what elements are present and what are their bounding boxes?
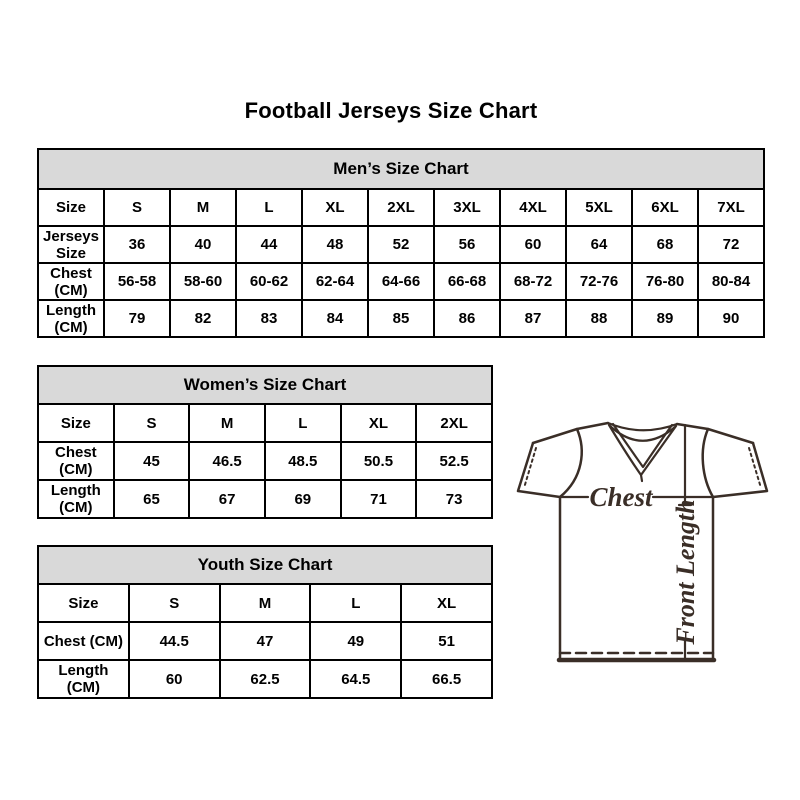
value-cell: M [170,189,236,226]
chest-label: Chest [589,482,653,512]
row-label-cell: Length (CM) [38,300,104,337]
value-cell: 88 [566,300,632,337]
value-cell: 80-84 [698,263,764,300]
value-cell: 7XL [698,189,764,226]
value-cell: S [104,189,170,226]
value-cell: 86 [434,300,500,337]
value-cell: 68-72 [500,263,566,300]
jersey-left-sleeve [518,443,560,497]
front-length-label: Front Length [671,499,700,645]
value-cell: 52 [368,226,434,263]
row-label-cell: Length (CM) [38,480,114,518]
table-row [38,404,492,442]
value-cell: 73 [416,480,492,518]
row-label-cell: Chest (CM) [38,442,114,480]
value-cell: 2XL [416,404,492,442]
value-cell: 5XL [566,189,632,226]
mens-size-table [37,148,765,338]
value-cell: 64 [566,226,632,263]
table-row [38,480,492,518]
value-cell: 71 [341,480,417,518]
jersey-collar [608,423,677,481]
value-cell: 50.5 [341,442,417,480]
value-cell: L [265,404,341,442]
value-cell: 87 [500,300,566,337]
value-cell: 4XL [500,189,566,226]
mens-table-title: Men’s Size Chart [38,149,764,189]
value-cell: M [189,404,265,442]
value-cell: 44 [236,226,302,263]
value-cell: 83 [236,300,302,337]
womens-size-table [37,365,493,519]
table-row [38,622,492,660]
value-cell: 48 [302,226,368,263]
value-cell: M [220,584,311,622]
value-cell: 52.5 [416,442,492,480]
jersey-right-sleeve [713,443,767,497]
value-cell: 67 [189,480,265,518]
table-row [38,660,492,698]
row-label-cell: Size [38,584,129,622]
value-cell: XL [401,584,492,622]
table-row [38,584,492,622]
value-cell: 60-62 [236,263,302,300]
value-cell: 65 [114,480,190,518]
value-cell: 64-66 [368,263,434,300]
value-cell: 58-60 [170,263,236,300]
value-cell: XL [341,404,417,442]
jersey-measurement-diagram [495,412,780,680]
womens-table-title: Women’s Size Chart [38,366,492,404]
value-cell: 89 [632,300,698,337]
value-cell: S [114,404,190,442]
value-cell: 69 [265,480,341,518]
value-cell: 46.5 [189,442,265,480]
value-cell: XL [302,189,368,226]
value-cell: 40 [170,226,236,263]
row-label-cell: Size [38,404,114,442]
value-cell: 68 [632,226,698,263]
value-cell: 90 [698,300,764,337]
table-row [38,300,764,337]
row-label-cell: Size [38,189,104,226]
value-cell: 66.5 [401,660,492,698]
value-cell: 47 [220,622,311,660]
value-cell: 62-64 [302,263,368,300]
value-cell: 60 [500,226,566,263]
youth-size-table [37,545,493,699]
value-cell: 72 [698,226,764,263]
value-cell: 49 [310,622,401,660]
value-cell: 60 [129,660,220,698]
value-cell: 56-58 [104,263,170,300]
value-cell: 82 [170,300,236,337]
row-label-cell: Jerseys Size [38,226,104,263]
table-row [38,442,492,480]
value-cell: 36 [104,226,170,263]
value-cell: L [236,189,302,226]
value-cell: 85 [368,300,434,337]
table-header-row [38,546,492,584]
youth-table-title: Youth Size Chart [38,546,492,584]
value-cell: 66-68 [434,263,500,300]
value-cell: 2XL [368,189,434,226]
table-row [38,226,764,263]
value-cell: 56 [434,226,500,263]
table-header-row [38,149,764,189]
value-cell: L [310,584,401,622]
row-label-cell: Chest (CM) [38,263,104,300]
value-cell: 72-76 [566,263,632,300]
value-cell: 84 [302,300,368,337]
row-label-cell: Chest (CM) [38,622,129,660]
table-row [38,263,764,300]
row-label-cell: Length (CM) [38,660,129,698]
value-cell: 76-80 [632,263,698,300]
value-cell: 79 [104,300,170,337]
value-cell: 6XL [632,189,698,226]
value-cell: 51 [401,622,492,660]
page-title: Football Jerseys Size Chart [244,98,538,123]
value-cell: S [129,584,220,622]
value-cell: 44.5 [129,622,220,660]
value-cell: 48.5 [265,442,341,480]
value-cell: 45 [114,442,190,480]
jersey-body-outline [533,423,753,660]
value-cell: 62.5 [220,660,311,698]
table-row [38,189,764,226]
value-cell: 64.5 [310,660,401,698]
value-cell: 3XL [434,189,500,226]
table-header-row [38,366,492,404]
